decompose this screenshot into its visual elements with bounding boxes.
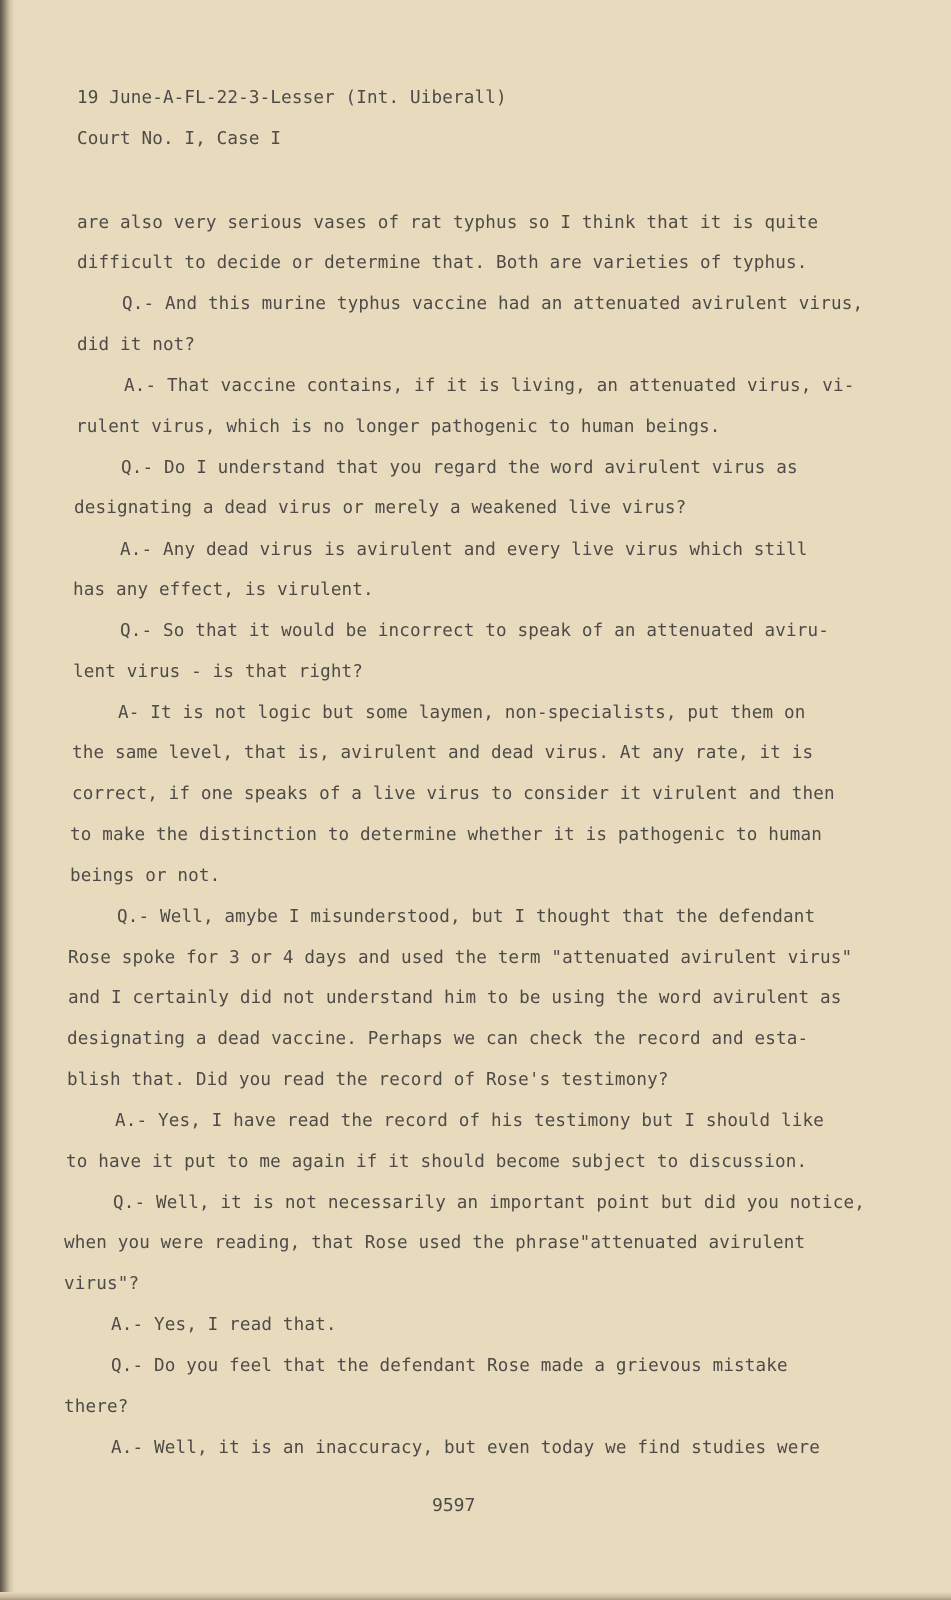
text-line: blish that. Did you read the record of Rose's testimony? xyxy=(67,1070,669,1090)
text-line: Q.- Well, it is not necessarily an important point but did you notice, xyxy=(113,1193,865,1213)
text-line: to make the distinction to determine whether it is pathogenic to human xyxy=(70,825,822,845)
text-line: A.- That vaccine contains, if it is living, an attenuated virus, vi- xyxy=(124,376,855,396)
text-line: virus"? xyxy=(64,1274,140,1294)
text-line: are also very serious vases of rat typhus so I think that it is quite xyxy=(77,213,819,233)
header-session-line: 19 June-A-FL-22-3-Lesser (Int. Uiberall) xyxy=(77,88,507,108)
text-line: Rose spoke for 3 or 4 days and used the term "attenuated avirulent virus" xyxy=(68,948,853,968)
text-line: has any effect, is virulent. xyxy=(73,580,374,600)
text-line: rulent virus, which is no longer pathogenic to human beings. xyxy=(76,417,721,437)
text-line: there? xyxy=(64,1397,129,1417)
text-line: Q.- Do I understand that you regard the word avirulent virus as xyxy=(121,458,798,478)
text-line: designating a dead virus or merely a weakened live virus? xyxy=(74,498,687,518)
paper-left-edge xyxy=(0,0,14,1600)
text-line: when you were reading, that Rose used the phrase"attenuated avirulent xyxy=(64,1233,806,1253)
text-line: lent virus - is that right? xyxy=(73,662,364,682)
text-line: A- It is not logic but some laymen, non-specialists, put them on xyxy=(118,703,806,723)
text-line: Q.- So that it would be incorrect to speak of an attenuated aviru- xyxy=(120,621,829,641)
text-line: Q.- And this murine typhus vaccine had an attenuated avirulent virus, xyxy=(122,294,864,314)
paper-bottom-edge xyxy=(0,1592,951,1600)
header-court-line: Court No. I, Case I xyxy=(77,129,282,149)
text-line: difficult to decide or determine that. Both are varieties of typhus. xyxy=(77,253,808,273)
text-line: designating a dead vaccine. Perhaps we can check the record and esta- xyxy=(67,1029,809,1049)
text-line: beings or not. xyxy=(70,866,221,886)
text-line: and I certainly did not understand him to be using the word avirulent as xyxy=(68,988,842,1008)
text-line: A.- Any dead virus is avirulent and every live virus which still xyxy=(120,540,808,560)
text-line: correct, if one speaks of a live virus to consider it virulent and then xyxy=(72,784,835,804)
text-line: A.- Yes, I read that. xyxy=(111,1315,337,1335)
text-line: Q.- Do you feel that the defendant Rose made a grievous mistake xyxy=(111,1356,788,1376)
text-line: A.- Well, it is an inaccuracy, but even today we find studies were xyxy=(111,1438,820,1458)
text-line: did it not? xyxy=(77,335,196,355)
text-line: the same level, that is, avirulent and dead virus. At any rate, it is xyxy=(72,743,814,763)
text-line: A.- Yes, I have read the record of his testimony but I should like xyxy=(115,1111,824,1131)
text-line: Q.- Well, amybe I misunderstood, but I thought that the defendant xyxy=(117,907,816,927)
page-number: 9597 xyxy=(432,1495,476,1516)
text-line: to have it put to me again if it should become subject to discussion. xyxy=(66,1152,808,1172)
